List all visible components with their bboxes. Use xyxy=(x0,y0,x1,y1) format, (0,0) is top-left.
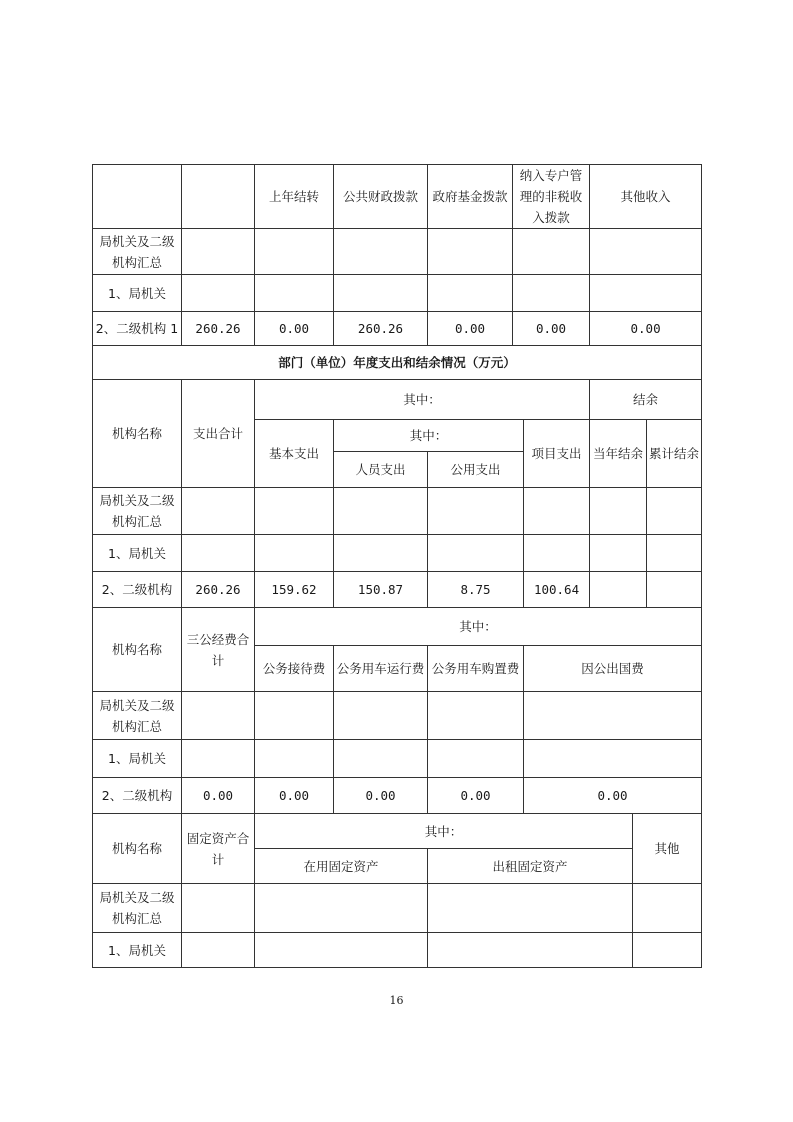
income-header-row xyxy=(93,165,702,229)
tp-cell: 0.00 xyxy=(524,778,702,814)
tp-cell xyxy=(182,740,255,778)
fa-cell xyxy=(633,933,702,968)
org-name-cell: 局机关及二级机构汇总 xyxy=(93,488,182,535)
tp-car-purchase-header: 公务用车购置费 xyxy=(428,646,524,692)
income-org-header xyxy=(93,165,182,229)
fa-cell xyxy=(428,884,633,933)
exp-org-header: 机构名称 xyxy=(93,380,182,488)
expenditure-header-row xyxy=(93,380,702,420)
income-cell xyxy=(428,275,513,312)
exp-cell xyxy=(590,535,647,572)
income-cell xyxy=(334,229,428,275)
tp-cell xyxy=(255,692,334,740)
table-row xyxy=(93,275,702,312)
exp-year-balance-header: 当年结余 xyxy=(590,420,647,488)
income-cell xyxy=(428,229,513,275)
table-row xyxy=(93,229,702,275)
tp-of-which-header: 其中： xyxy=(255,608,702,646)
exp-cell xyxy=(524,488,590,535)
income-total-cell xyxy=(182,275,255,312)
exp-cum-balance-header: 累计结余 xyxy=(647,420,702,488)
exp-personnel-header: 人员支出 xyxy=(334,452,428,488)
tp-cell xyxy=(428,740,524,778)
income-cell xyxy=(590,275,702,312)
exp-cell: 8.75 xyxy=(428,572,524,608)
tp-cell xyxy=(182,692,255,740)
exp-cell xyxy=(524,535,590,572)
income-header-prev-carryover: 上年结转 xyxy=(255,165,334,229)
exp-cell: 159.62 xyxy=(255,572,334,608)
exp-cell: 150.87 xyxy=(334,572,428,608)
income-total-cell: 260.26 xyxy=(182,312,255,346)
tp-cell: 0.00 xyxy=(334,778,428,814)
tp-cell xyxy=(255,740,334,778)
page-number: 16 xyxy=(389,994,404,1007)
fa-rented-header: 出租固定资产 xyxy=(428,849,633,884)
tp-cell xyxy=(524,692,702,740)
exp-cell: 100.64 xyxy=(524,572,590,608)
fa-cell xyxy=(428,933,633,968)
fa-cell xyxy=(633,884,702,933)
exp-basic-header: 基本支出 xyxy=(255,420,334,488)
table-row xyxy=(93,933,702,968)
org-name-cell: 1、局机关 xyxy=(93,535,182,572)
table-row xyxy=(93,692,702,740)
exp-total-header: 支出合计 xyxy=(182,380,255,488)
income-total-header xyxy=(182,165,255,229)
org-name-cell: 1、局机关 xyxy=(93,933,182,968)
income-cell: 260.26 xyxy=(334,312,428,346)
fa-cell xyxy=(255,933,428,968)
income-cell: 0.00 xyxy=(255,312,334,346)
income-cell xyxy=(255,229,334,275)
fa-in-use-header: 在用固定资产 xyxy=(255,849,428,884)
income-cell: 0.00 xyxy=(513,312,590,346)
income-cell xyxy=(513,229,590,275)
income-cell: 0.00 xyxy=(590,312,702,346)
org-name-cell: 局机关及二级机构汇总 xyxy=(93,884,182,933)
fa-org-header: 机构名称 xyxy=(93,814,182,884)
tp-cell: 0.00 xyxy=(182,778,255,814)
org-name-cell: 2、二级机构 xyxy=(93,572,182,608)
tp-cell xyxy=(334,740,428,778)
exp-cell xyxy=(255,488,334,535)
tp-cell: 0.00 xyxy=(428,778,524,814)
exp-cell xyxy=(590,488,647,535)
exp-cell xyxy=(590,572,647,608)
exp-cell xyxy=(647,535,702,572)
tp-org-header: 机构名称 xyxy=(93,608,182,692)
org-name-cell: 局机关及二级机构汇总 xyxy=(93,229,182,275)
tp-cell xyxy=(334,692,428,740)
income-cell xyxy=(334,275,428,312)
org-name-cell: 局机关及二级机构汇总 xyxy=(93,692,182,740)
income-header-other: 其他收入 xyxy=(590,165,702,229)
exp-cell xyxy=(647,572,702,608)
exp-public-header: 公用支出 xyxy=(428,452,524,488)
exp-cell xyxy=(647,488,702,535)
fa-cell xyxy=(182,933,255,968)
exp-cell: 260.26 xyxy=(182,572,255,608)
fixed-assets-header-row xyxy=(93,814,702,849)
tp-cell xyxy=(524,740,702,778)
income-cell: 0.00 xyxy=(428,312,513,346)
tp-abroad-header: 因公出国费 xyxy=(524,646,702,692)
fa-of-which-header: 其中： xyxy=(255,814,633,849)
income-header-public-finance: 公共财政拨款 xyxy=(334,165,428,229)
income-header-gov-fund: 政府基金拨款 xyxy=(428,165,513,229)
tp-total-header: 三公经费合计 xyxy=(182,608,255,692)
income-cell xyxy=(513,275,590,312)
budget-table xyxy=(92,164,702,968)
exp-cell xyxy=(334,488,428,535)
tp-car-operation-header: 公务用车运行费 xyxy=(334,646,428,692)
exp-project-header: 项目支出 xyxy=(524,420,590,488)
exp-of-which-header: 其中： xyxy=(255,380,590,420)
table-row xyxy=(93,312,702,346)
three-public-header-row xyxy=(93,608,702,646)
org-name-cell: 2、二级机构 1 xyxy=(93,312,182,346)
fa-cell xyxy=(255,884,428,933)
fa-other-header: 其他 xyxy=(633,814,702,884)
table-row xyxy=(93,740,702,778)
org-name-cell: 1、局机关 xyxy=(93,275,182,312)
table-row xyxy=(93,778,702,814)
exp-cell xyxy=(334,535,428,572)
exp-sub-of-which-header: 其中： xyxy=(334,420,524,452)
section-title-row xyxy=(93,346,702,380)
exp-cell xyxy=(255,535,334,572)
income-cell xyxy=(255,275,334,312)
tp-cell xyxy=(428,692,524,740)
table-row xyxy=(93,535,702,572)
tp-reception-header: 公务接待费 xyxy=(255,646,334,692)
org-name-cell: 2、二级机构 xyxy=(93,778,182,814)
tp-cell: 0.00 xyxy=(255,778,334,814)
exp-cell xyxy=(428,535,524,572)
expenditure-title: 部门（单位）年度支出和结余情况（万元） xyxy=(93,346,702,380)
exp-cell xyxy=(182,535,255,572)
exp-cell xyxy=(428,488,524,535)
table-row xyxy=(93,572,702,608)
income-header-nontax: 纳入专户管理的非税收入拨款 xyxy=(513,165,590,229)
table-row xyxy=(93,488,702,535)
org-name-cell: 1、局机关 xyxy=(93,740,182,778)
fa-cell xyxy=(182,884,255,933)
table-row xyxy=(93,884,702,933)
income-cell xyxy=(590,229,702,275)
exp-cell xyxy=(182,488,255,535)
income-total-cell xyxy=(182,229,255,275)
exp-balance-header: 结余 xyxy=(590,380,702,420)
fa-total-header: 固定资产合计 xyxy=(182,814,255,884)
